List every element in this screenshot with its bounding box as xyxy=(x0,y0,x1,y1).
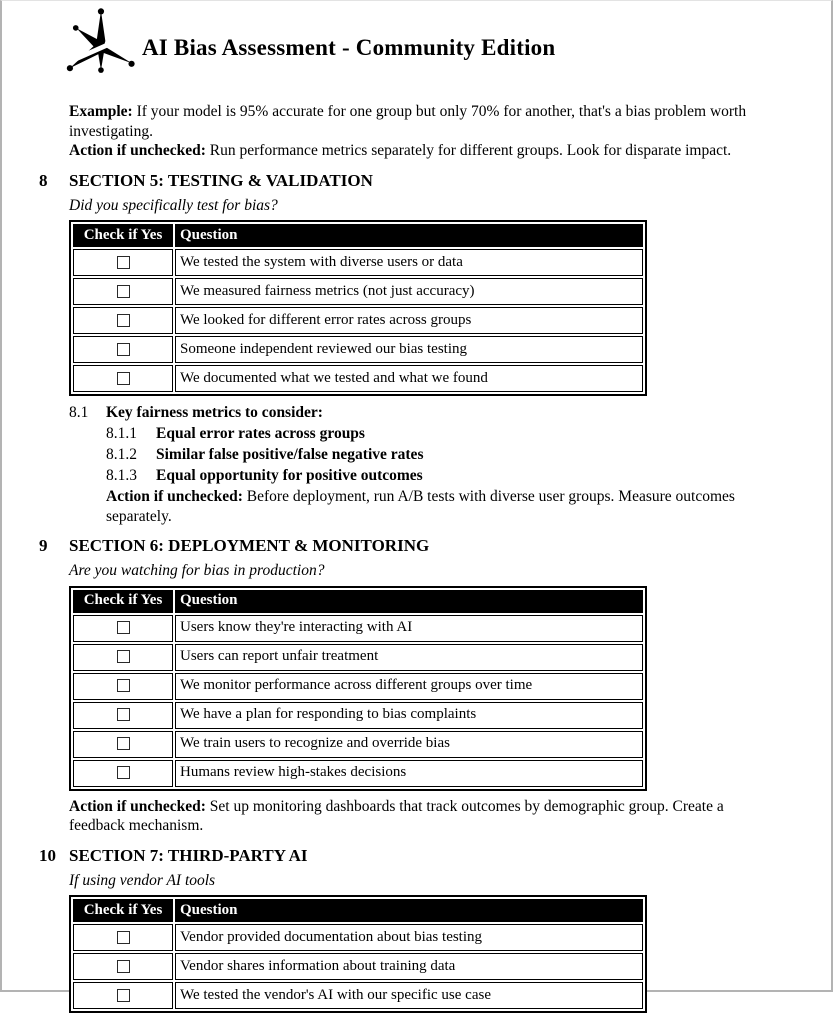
subsection-item-2 xyxy=(106,444,781,465)
section-title: SECTION 6: DEPLOYMENT & MONITORING xyxy=(69,536,430,555)
action-paragraph xyxy=(69,141,779,161)
checkbox-cell xyxy=(73,924,173,951)
checkbox-cell xyxy=(73,278,173,305)
checkbox[interactable] xyxy=(117,621,130,634)
intro-block xyxy=(69,102,779,161)
column-header-check: Check if Yes xyxy=(73,899,173,922)
checkbox[interactable] xyxy=(117,989,130,1002)
action-label: Action if unchecked: xyxy=(106,488,243,505)
checkbox-cell xyxy=(73,702,173,729)
action-label: Action if unchecked: xyxy=(69,797,206,815)
checkbox[interactable] xyxy=(117,679,130,692)
checklist-table-testing xyxy=(69,220,647,396)
question-cell: We tested the system with diverse users or data xyxy=(175,249,643,276)
subsection-item-3 xyxy=(106,465,781,486)
section-heading-7 xyxy=(39,845,781,867)
question-cell: We tested the vendor's AI with our specific use case xyxy=(175,982,643,1009)
column-header-check: Check if Yes xyxy=(73,590,173,613)
section-number: 10 xyxy=(39,845,56,865)
table-header-row xyxy=(73,224,643,247)
checkbox-cell xyxy=(73,644,173,671)
checklist-table-thirdparty xyxy=(69,895,647,1013)
table-header-row xyxy=(73,899,643,922)
section-subtitle: Are you watching for bias in production? xyxy=(69,562,325,579)
table-row xyxy=(73,953,643,980)
section-title: SECTION 7: THIRD-PARTY AI xyxy=(69,845,308,865)
action-text: Set up monitoring dashboards that track outcomes by demographic group. Create a feedback mechanism. xyxy=(69,797,724,834)
table-row xyxy=(73,644,643,671)
column-header-question: Question xyxy=(175,590,643,613)
example-text: If your model is 95% accurate for one group but only 70% for another, that's a bias problem worth investigating. xyxy=(69,103,747,140)
example-paragraph xyxy=(69,102,779,141)
table-row xyxy=(73,615,643,642)
section-subtitle: If using vendor AI tools xyxy=(69,871,216,889)
action-paragraph xyxy=(106,487,761,526)
table-row xyxy=(73,731,643,758)
table-header-row xyxy=(73,590,643,613)
checkbox[interactable] xyxy=(117,960,130,973)
example-label: Example: xyxy=(69,103,133,120)
document-header xyxy=(2,1,831,75)
section-number: 8 xyxy=(39,170,48,190)
question-cell: We monitor performance across different groups over time xyxy=(175,673,643,700)
item-text: Equal opportunity for positive outcomes xyxy=(156,467,423,484)
action-paragraph xyxy=(69,797,761,836)
subsection-number: 8.1 xyxy=(69,404,89,421)
section-title: SECTION 5: TESTING & VALIDATION xyxy=(69,170,373,190)
checkbox[interactable] xyxy=(117,737,130,750)
question-cell: Vendor provided documentation about bias testing xyxy=(175,924,643,951)
checkbox-cell xyxy=(73,673,173,700)
table-row xyxy=(73,336,643,363)
question-cell: Vendor shares information about training data xyxy=(175,953,643,980)
table-row xyxy=(73,924,643,951)
checkbox-cell xyxy=(73,615,173,642)
table-row xyxy=(73,365,643,392)
subsection-title: Key fairness metrics to consider: xyxy=(106,404,323,421)
table-row xyxy=(73,673,643,700)
item-number: 8.1.1 xyxy=(106,425,137,442)
checkbox[interactable] xyxy=(117,766,130,779)
checkbox[interactable] xyxy=(117,650,130,663)
question-cell: We looked for different error rates across groups xyxy=(175,307,643,334)
checkbox-cell xyxy=(73,982,173,1009)
question-cell: Users can report unfair treatment xyxy=(175,644,643,671)
table-row xyxy=(73,278,643,305)
document-body xyxy=(39,102,781,1013)
question-cell: We have a plan for responding to bias complaints xyxy=(175,702,643,729)
section-subtitle: Did you specifically test for bias? xyxy=(69,196,278,214)
checkbox[interactable] xyxy=(117,931,130,944)
checkbox-cell xyxy=(73,249,173,276)
checkbox-cell xyxy=(73,365,173,392)
table-row xyxy=(73,760,643,787)
checkbox[interactable] xyxy=(117,343,130,356)
question-cell: We train users to recognize and override bias xyxy=(175,731,643,758)
item-text: Equal error rates across groups xyxy=(156,425,365,442)
checkbox-cell xyxy=(73,307,173,334)
question-cell: We documented what we tested and what we found xyxy=(175,365,643,392)
section-number: 9 xyxy=(39,536,48,555)
section-heading-6 xyxy=(39,535,781,557)
table-row xyxy=(73,982,643,1009)
subsection-item-1 xyxy=(106,423,781,444)
item-number: 8.1.2 xyxy=(106,446,137,463)
action-text: Before deployment, run A/B tests with diverse user groups. Measure outcomes separately. xyxy=(106,488,735,525)
question-cell: Users know they're interacting with AI xyxy=(175,615,643,642)
column-header-check: Check if Yes xyxy=(73,224,173,247)
star-logo-icon xyxy=(64,8,136,74)
question-cell: We measured fairness metrics (not just accuracy) xyxy=(175,278,643,305)
checkbox[interactable] xyxy=(117,256,130,269)
page-title: AI Bias Assessment - Community Edition xyxy=(142,35,556,60)
column-header-question: Question xyxy=(175,899,643,922)
checkbox[interactable] xyxy=(117,708,130,721)
checkbox-cell xyxy=(73,953,173,980)
table-row xyxy=(73,249,643,276)
checkbox-cell xyxy=(73,731,173,758)
table-row xyxy=(73,702,643,729)
item-text: Similar false positive/false negative rates xyxy=(156,446,424,463)
checkbox[interactable] xyxy=(117,314,130,327)
subsection-8-1 xyxy=(69,402,781,423)
action-label: Action if unchecked: xyxy=(69,142,206,159)
section-heading-5 xyxy=(39,170,781,192)
checkbox[interactable] xyxy=(117,372,130,385)
checklist-table-deployment xyxy=(69,586,647,791)
column-header-question: Question xyxy=(175,224,643,247)
table-row xyxy=(73,307,643,334)
checkbox-cell xyxy=(73,760,173,787)
checkbox[interactable] xyxy=(117,285,130,298)
action-text: Run performance metrics separately for different groups. Look for disparate impact. xyxy=(209,142,732,159)
question-cell: Someone independent reviewed our bias testing xyxy=(175,336,643,363)
checkbox-cell xyxy=(73,336,173,363)
item-number: 8.1.3 xyxy=(106,467,137,484)
question-cell: Humans review high-stakes decisions xyxy=(175,760,643,787)
